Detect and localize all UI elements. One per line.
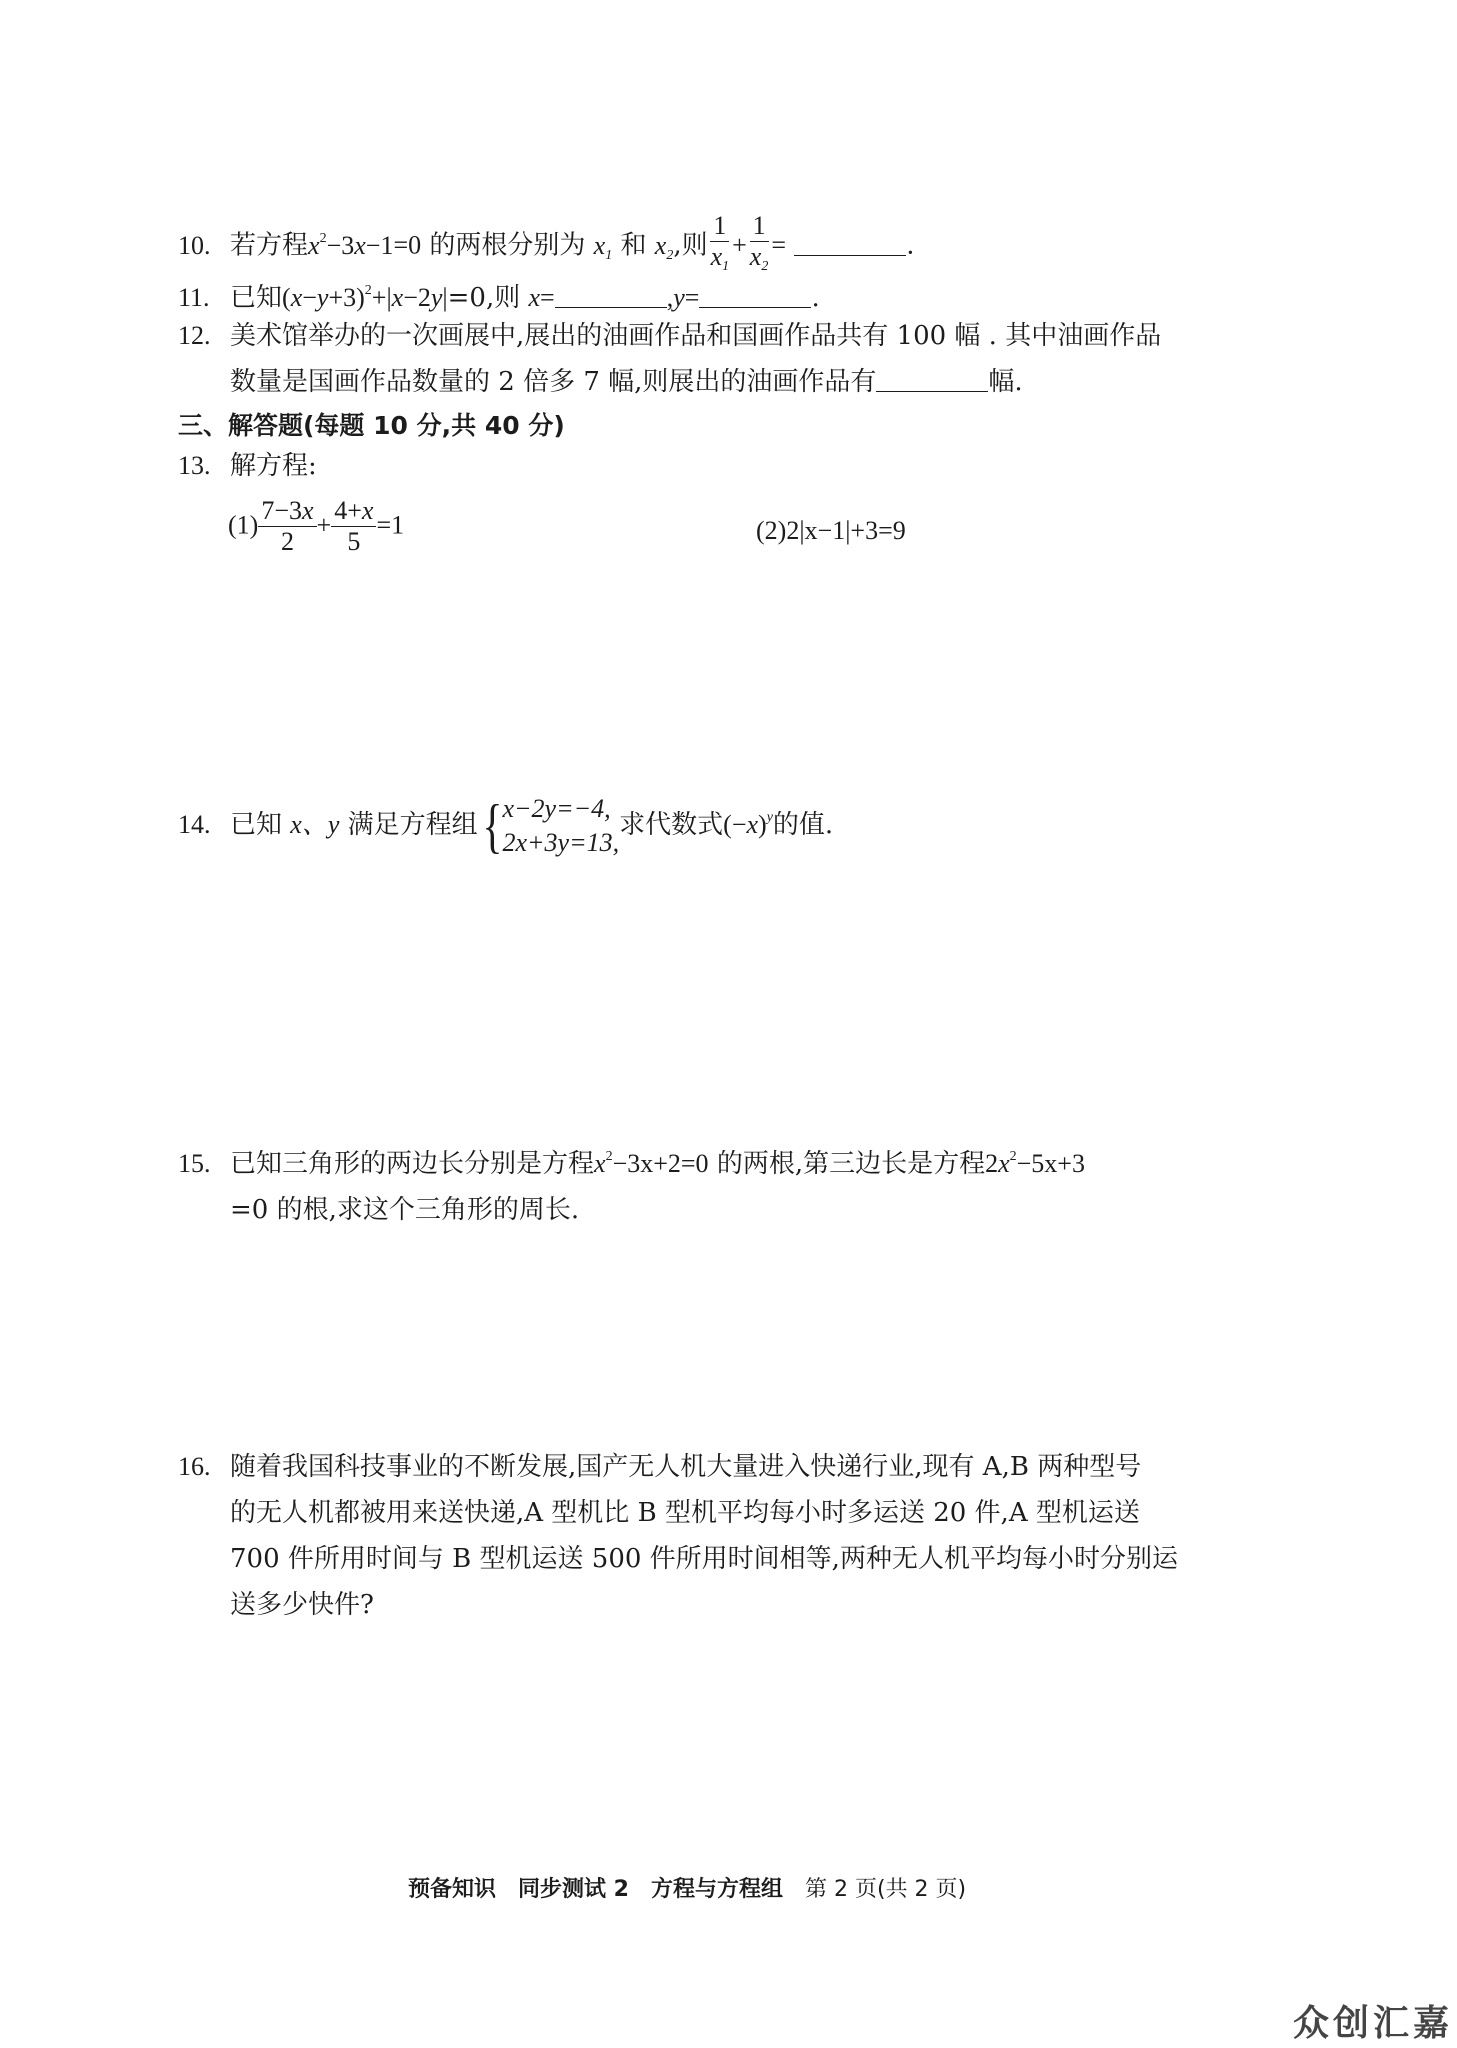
answer-blank[interactable] <box>876 365 988 392</box>
question-11: 11. 已知$(x-y+3)^2+|x-2y|=0$,则 x= ,y= . <box>178 271 820 318</box>
question-number: 10. <box>178 230 211 260</box>
answer-blank[interactable] <box>794 229 906 256</box>
fraction-1-over-x2: $\frac{1}{x_2}$ <box>749 211 769 274</box>
question-10: 10. 若方程$x^2-3x-1=0$ 的两根分别为 $x_1$ 和 $x_2$,则 $\frac{1}{x_1}$ + $\frac{1}{x_2}$ = . <box>178 211 915 282</box>
question-13-part-1: (1) $\frac{7-3x}{2}$ + $\frac{4+x}{5}$ =1 <box>228 496 405 556</box>
fraction-7-minus-3x-over-2: $\frac{7-3x}{2}$ <box>258 496 316 557</box>
question-13: 13. 解方程: <box>178 446 317 486</box>
fraction-1-over-x1: $\frac{1}{x_1}$ <box>710 211 730 274</box>
watermark: 众创汇嘉 <box>1292 2003 1453 2044</box>
question-14: 14. 已知 x、y 满足方程组 { x−2y=−4, 2x+3y=13, 求代数式$(-x)^y$的值. <box>178 793 834 859</box>
question-16: 16. 随着我国科技事业的不断发展,国产无人机大量进入快递行业,现有 A,B 两种型号 的无人机都被用来送快递,A 型机比 B 型机平均每小时多运送 20 件,A 型机运送 700 件所用时间与 B 型机运送 500 件所用时间相等,两种无人机平均每小时分别运 送多少快件? <box>178 1444 1178 1628</box>
footer-part-3: 方程与方程组 <box>650 1877 783 1902</box>
fraction-4-plus-x-over-5: $\frac{4+x}{5}$ <box>331 496 376 557</box>
question-number: 15. <box>178 1149 211 1178</box>
answer-blank-x[interactable] <box>555 281 667 308</box>
equation: $x^2-3x-1$ <box>308 230 394 260</box>
question-number: 14. <box>178 810 211 839</box>
page-footer <box>408 1872 966 1903</box>
question-number: 12. <box>178 321 211 350</box>
footer-part-2: 同步测试 2 <box>518 1877 629 1902</box>
footer-part-1: 预备知识 <box>408 1877 497 1902</box>
answer-blank-y[interactable] <box>699 281 811 308</box>
equation-system: { x−2y=−4, 2x+3y=13, <box>481 793 620 859</box>
question-15: 15. 已知三角形的两边长分别是方程$x^2-3x+2=0$ 的两根,第三边长是方程$2x^2-5x+3$ =0 的根,求这个三角形的周长. <box>178 1137 1085 1230</box>
section-heading: 三、解答题(每题 10 分,共 40 分) <box>178 411 565 440</box>
question-13-part-2: (2)2|x−1|+3=9 <box>756 516 906 545</box>
question-number: 16. <box>178 1452 211 1481</box>
equation: $(x-y+3)^2+|x-2y|$ <box>282 283 448 312</box>
question-number: 13. <box>178 451 211 480</box>
footer-page-number: 第 2 页(共 2 页) <box>805 1877 967 1902</box>
question-number: 11. <box>178 283 210 312</box>
question-12: 12. 美术馆举办的一次画展中,展出的油画作品和国画作品共有 100 幅 . 其中油画作品 数量是国画作品数量的 2 倍多 7 幅,则展出的油画作品有 幅. <box>178 316 1161 402</box>
